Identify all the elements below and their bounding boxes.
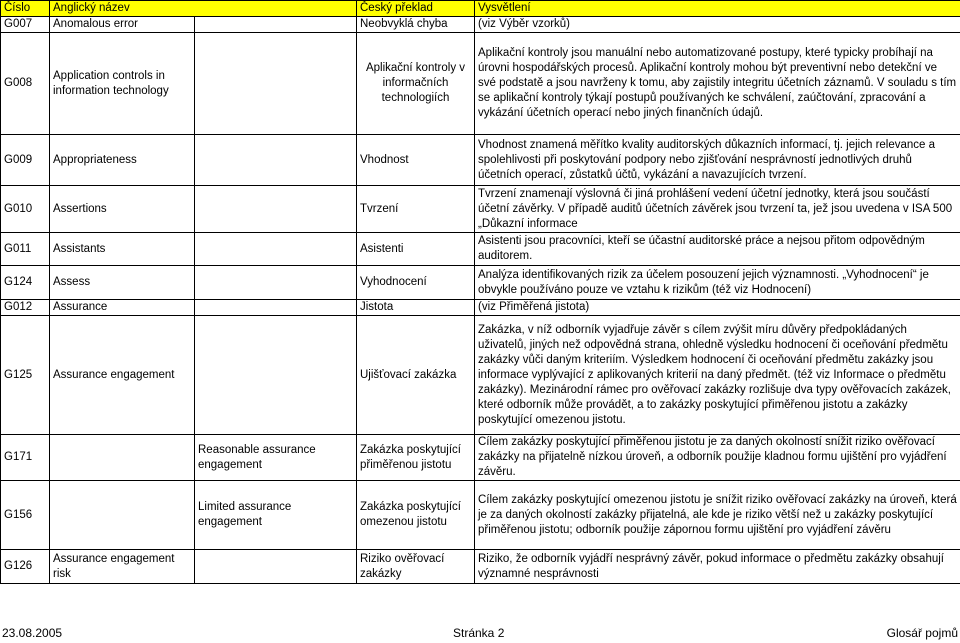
term-explanation: Asistenti jsou pracovníci, kteří se účastní auditorské práce a nejsou přitom odpovědným auditorem.	[475, 233, 960, 266]
term-english-sub	[195, 33, 357, 135]
term-english-sub	[195, 135, 357, 186]
term-english: Assess	[50, 266, 195, 300]
term-czech: Ujišťovací zakázka	[357, 316, 475, 435]
footer-title: Glosář pojmů	[886, 626, 958, 640]
term-czech: Vyhodnocení	[357, 266, 475, 300]
term-id: G126	[1, 550, 50, 584]
term-english-sub	[195, 233, 357, 266]
table-row	[1, 233, 960, 266]
term-id: G156	[1, 481, 50, 550]
term-id: G009	[1, 135, 50, 186]
term-id: G171	[1, 435, 50, 481]
term-english	[50, 435, 195, 481]
table-row	[1, 481, 960, 550]
term-czech: Asistenti	[357, 233, 475, 266]
footer-page-number: Stránka 2	[453, 626, 505, 640]
term-english-sub	[195, 316, 357, 435]
term-english-sub	[195, 186, 357, 233]
table-row	[1, 300, 960, 316]
term-id: G008	[1, 33, 50, 135]
term-id: G012	[1, 300, 50, 316]
term-explanation: Tvrzení znamenají výslovná či jiná prohlášení vedení účetní jednotky, která jsou součástí účetní závěrky. V případě auditů účetních závěrek jsou tvrzení ta, jež jsou uvedena v ISA 500 „Důkazní informace	[475, 186, 960, 233]
term-english: Assurance engagement risk	[50, 550, 195, 584]
term-english: Appropriateness	[50, 135, 195, 186]
term-czech: Tvrzení	[357, 186, 475, 233]
footer-date: 23.08.2005	[2, 626, 63, 640]
term-explanation: Analýza identifikovaných rizik za účelem posouzení jejich významnosti. „Vyhodnocení“ je obvykle používáno pouze ve vztahu k rizikům (též viz Hodnocení)	[475, 266, 960, 300]
table-row	[1, 17, 960, 33]
table-row	[1, 33, 960, 135]
term-id: G011	[1, 233, 50, 266]
term-explanation: (viz Přiměřená jistota)	[475, 300, 960, 316]
term-czech: Riziko ověřovací zakázky	[357, 550, 475, 584]
header-number: Číslo	[1, 1, 50, 17]
term-english: Assurance engagement	[50, 316, 195, 435]
term-explanation: Aplikační kontroly jsou manuální nebo automatizované postupy, které typicky probíhají na úrovni hospodářských procesů. Aplikační kontroly mohou být preventivní nebo detekční ve své podstatě a jsou navrženy k tomu, aby zajistily integritu účetních záznamů. V souladu s tím se aplikační kontroly týkají postupů používaných ke schválení, zaúčtování, zpracování a vykázání účetních operací nebo jiných finančních údajů.	[475, 33, 960, 135]
table-row	[1, 435, 960, 481]
term-czech: Neobvyklá chyba	[357, 17, 475, 33]
term-english: Assurance	[50, 300, 195, 316]
term-id: G010	[1, 186, 50, 233]
term-english-sub: Reasonable assurance engagement	[195, 435, 357, 481]
term-english: Anomalous error	[50, 17, 195, 33]
term-explanation: Riziko, že odborník vyjádří nesprávný závěr, pokud informace o předmětu zakázky obsahují významné nesprávnosti	[475, 550, 960, 584]
term-english	[50, 481, 195, 550]
table-row	[1, 266, 960, 300]
term-english-sub: Limited assurance engagement	[195, 481, 357, 550]
term-explanation: Cílem zakázky poskytující omezenou jistotu je snížit riziko ověřovací zakázky na úroveň, která je za daných okolností zakázky přijatelná, ale kde je riziko větší než u zakázky poskytující přiměřenou jistotu; odborník použije zápornou formu ujištění pro vyjádření závěru	[475, 481, 960, 550]
term-id: G007	[1, 17, 50, 33]
table-row	[1, 316, 960, 435]
term-czech: Zakázka poskytující omezenou jistotu	[357, 481, 475, 550]
header-row	[1, 1, 960, 17]
term-explanation: Vhodnost znamená měřítko kvality auditorských důkazních informací, tj. jejich relevance a spolehlivosti při poskytování podpory nebo zjišťování nesprávností jednotlivých druhů účetních operací, zůstatků účtů, vykázání a navazujících tvrzení.	[475, 135, 960, 186]
term-explanation: (viz Výběr vzorků)	[475, 17, 960, 33]
term-english: Assistants	[50, 233, 195, 266]
term-english: Application controls in information technology	[50, 33, 195, 135]
term-czech: Jistota	[357, 300, 475, 316]
term-english-sub	[195, 266, 357, 300]
term-english: Assertions	[50, 186, 195, 233]
term-czech: Aplikační kontroly v informačních technologiích	[357, 33, 475, 135]
term-czech: Zakázka poskytující přiměřenou jistotu	[357, 435, 475, 481]
header-czech: Český překlad	[357, 1, 475, 17]
header-explanation: Vysvětlení	[475, 1, 960, 17]
page-footer	[0, 626, 960, 642]
table-row	[1, 135, 960, 186]
term-explanation: Zakázka, v níž odborník vyjadřuje závěr s cílem zvýšit míru důvěry předpokládaných uživatelů, jiných než odpovědná strana, ohledně výsledku hodnocení či oceňování předmětu zakázky vůči daným kriteriím. Výsledkem hodnocení či oceňování předmětu zakázky jsou informace vyplývající z aplikovaných kriterií na daný předmět. (též viz Informace o předmětu zakázky). Mezinárodní rámec pro ověřovací zakázky rozlišuje dva typy ověřovacích zakázek, které odborník může provádět, a to zakázky poskytující přiměřenou jistotu a zakázky poskytující omezenou jistotu.	[475, 316, 960, 435]
term-english-sub	[195, 550, 357, 584]
term-explanation: Cílem zakázky poskytující přiměřenou jistotu je za daných okolností snížit riziko ověřovací zakázky na přijatelně nízkou úroveň, a odborník použije kladnou formu ujištění pro vyjádření závěru.	[475, 435, 960, 481]
term-id: G124	[1, 266, 50, 300]
table-row	[1, 186, 960, 233]
term-id: G125	[1, 316, 50, 435]
term-english-sub	[195, 300, 357, 316]
header-english: Anglický název	[50, 1, 357, 17]
table-row	[1, 550, 960, 584]
term-english-sub	[195, 17, 357, 33]
term-czech: Vhodnost	[357, 135, 475, 186]
